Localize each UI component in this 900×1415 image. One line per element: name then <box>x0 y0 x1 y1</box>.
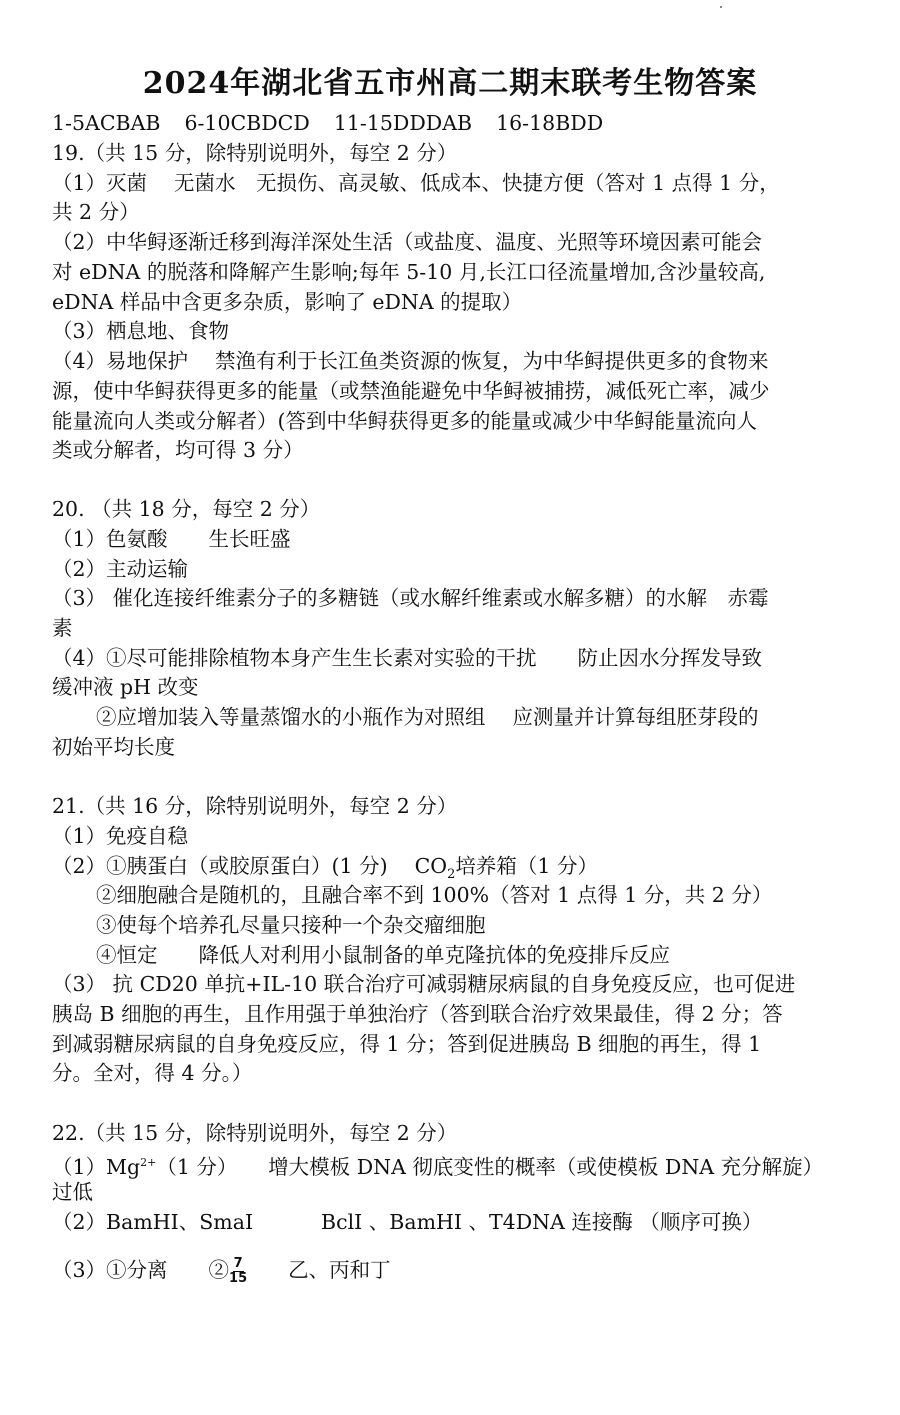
page-title: 2024年湖北省五市州高二期末联考生物答案 <box>142 66 758 101</box>
q21-line: 分。全对，得 4 分。） <box>52 1061 253 1085</box>
q22-header: 22.（共 15 分，除特别说明外，每空 2 分） <box>52 1121 458 1145</box>
q20-line: （2）主动运输 <box>52 557 189 581</box>
q22-line: （2）BamHI、SmaI BclI 、BamHI 、T4DNA 连接酶 （顺序可换） <box>52 1210 763 1234</box>
q19-line: 类或分解者，均可得 3 分） <box>52 438 304 462</box>
q19-header: 19.（共 15 分，除特别说明外，每空 2 分） <box>52 141 458 165</box>
q22-line <box>52 1252 852 1288</box>
mc-group-3: 11-15DDDAB <box>333 111 473 135</box>
q21-line-part: （2）①胰蛋白（或胶原蛋白）(1 分) CO <box>52 854 448 878</box>
q20-line: ②应增加装入等量蒸馏水的小瓶作为对照组 应测量并计算每组胚芽段的 <box>96 705 759 729</box>
scan-speck <box>720 6 722 8</box>
q21-line: ②细胞融合是随机的，且融合率不到 100%（答对 1 点得 1 分，共 2 分） <box>96 883 773 907</box>
q19-line: 能量流向人类或分解者）(答到中华鲟获得更多的能量或减少中华鲟能量流向人 <box>52 409 757 433</box>
q19-line: （3）栖息地、食物 <box>52 319 230 343</box>
q19-line: 对 eDNA 的脱落和降解产生影响;每年 5-10 月,长江口径流量增加,含沙量较高, <box>52 260 766 284</box>
q21-line: 到减弱糖尿病鼠的自身免疫反应，得 1 分；答到促进胰岛 B 细胞的再生，得 1 <box>52 1032 762 1056</box>
q20-header: 20. （共 18 分，每空 2 分） <box>52 497 321 521</box>
mc-answers <box>52 108 852 138</box>
q22-line-part: （1 分） 增大模板 DNA 彻底变性的概率（或使模板 DNA 充分解旋） <box>156 1154 824 1179</box>
q20-line: 素 <box>52 616 73 640</box>
q22-line-part: （3）①分离 ② <box>52 1258 230 1282</box>
q20-line: 初始平均长度 <box>52 735 175 759</box>
mg-superscript: 2+ <box>140 1156 157 1169</box>
q20-line: （1）色氨酸 生长旺盛 <box>52 527 291 551</box>
mc-group-2: 6-10CBDCD <box>184 111 310 135</box>
q22-line-part: （1）Mg <box>52 1154 141 1179</box>
q21-header: 21.（共 16 分，除特别说明外，每空 2 分） <box>52 794 458 818</box>
co2-subscript: 2 <box>447 867 456 883</box>
mc-group-1: 1-5ACBAB <box>52 111 161 135</box>
q21-line: ④恒定 降低人对利用小鼠制备的单克隆抗体的免疫排斥反应 <box>96 943 670 967</box>
q22-line-part: 乙、丙和丁 <box>247 1258 391 1282</box>
q20-line: （3） 催化连接纤维素分子的多糖链（或水解纤维素或水解多糖）的水解 赤霉 <box>52 586 769 610</box>
q20-line: （4）①尽可能排除植物本身产生生长素对实验的干扰 防止因水分挥发导致 <box>52 646 763 670</box>
fraction-denominator: 15 <box>229 1271 248 1286</box>
q21-line: ③使每个培养孔尽量只接种一个杂交瘤细胞 <box>96 913 486 937</box>
q20-line: 缓冲液 pH 改变 <box>52 675 199 699</box>
fraction-numerator: 7 <box>233 1256 243 1271</box>
q22-line: 过低 <box>52 1180 93 1204</box>
q19-line: （1）灭菌 无菌水 无损伤、高灵敏、低成本、快捷方便（答对 1 点得 1 分， <box>52 171 780 195</box>
q19-line: eDNA 样品中含更多杂质，影响了 eDNA 的提取） <box>52 290 523 314</box>
q19-line: 源，使中华鲟获得更多的能量（或禁渔能避免中华鲟被捕捞，减低死亡率，减少 <box>52 379 770 403</box>
q19-line: （2）中华鲟逐渐迁移到海洋深处生活（或盐度、温度、光照等环境因素可能会 <box>52 230 763 254</box>
q21-line-part: 培养箱（1 分） <box>455 854 598 878</box>
q19-line: 共 2 分） <box>52 200 140 224</box>
q21-line: （3） 抗 CD20 单抗+IL-10 联合治疗可减弱糖尿病鼠的自身免疫反应，也可促进 <box>52 972 796 996</box>
q19-line: （4）易地保护 禁渔有利于长江鱼类资源的恢复，为中华鲟提供更多的食物来 <box>52 349 769 373</box>
q21-line: 胰岛 B 细胞的再生，且作用强于单独治疗（答到联合治疗效果最佳，得 2 分；答 <box>52 1002 783 1026</box>
mc-group-4: 16-18BDD <box>496 111 604 135</box>
q21-line: （1）免疫自稳 <box>52 824 189 848</box>
fraction <box>229 1257 247 1286</box>
